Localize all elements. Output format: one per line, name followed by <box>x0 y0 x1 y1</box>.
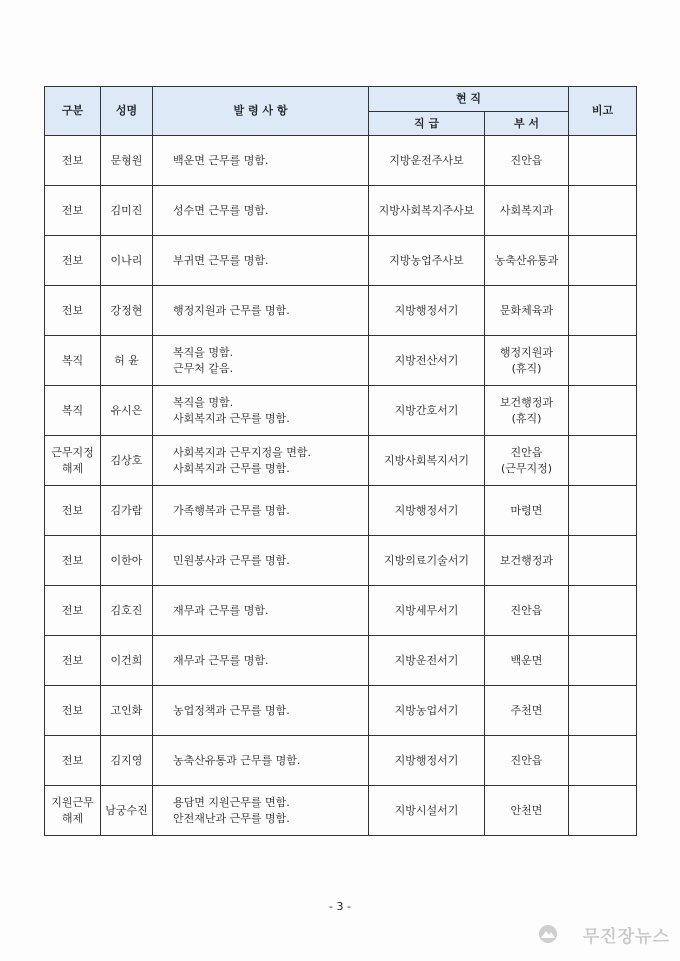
header-rank: 직 급 <box>369 112 485 136</box>
order-line: 농업정책과 근무를 명함. <box>173 703 290 717</box>
cell-note <box>569 286 637 336</box>
order-line: 사회복지과 근무를 명함. <box>173 461 290 475</box>
order-line: 부귀면 근무를 명함. <box>173 253 269 267</box>
dept-line: 진안읍 <box>510 445 543 459</box>
cell-order <box>153 686 369 736</box>
table-row <box>45 336 637 386</box>
category-line: 복직 <box>61 403 84 417</box>
cell-note <box>569 686 637 736</box>
cell-order <box>153 636 369 686</box>
category-line: 전보 <box>61 753 84 767</box>
cell-name: 김미진 <box>101 186 153 236</box>
cell-dept <box>485 536 569 586</box>
cell-order <box>153 186 369 236</box>
cell-order <box>153 736 369 786</box>
cell-category <box>45 286 101 336</box>
table-row <box>45 236 637 286</box>
cell-category <box>45 736 101 786</box>
cell-name: 강정현 <box>101 286 153 336</box>
cell-rank: 지방운전주사보 <box>369 136 485 186</box>
category-line: 전보 <box>61 203 84 217</box>
order-line: 재무과 근무를 명함. <box>173 603 269 617</box>
cell-note <box>569 586 637 636</box>
cell-name: 김호진 <box>101 586 153 636</box>
cell-note <box>569 636 637 686</box>
cell-note <box>569 786 637 836</box>
cell-rank: 지방사회복지서기 <box>369 436 485 486</box>
cell-order <box>153 386 369 436</box>
cell-dept <box>485 636 569 686</box>
cell-rank: 지방농업서기 <box>369 686 485 736</box>
table-row <box>45 486 637 536</box>
cell-dept <box>485 436 569 486</box>
personnel-order-table <box>44 86 637 836</box>
cell-rank: 지방시설서기 <box>369 786 485 836</box>
category-line: 전보 <box>61 703 84 717</box>
cell-name: 고인화 <box>101 686 153 736</box>
cell-order <box>153 486 369 536</box>
order-line: 농축산유통과 근무를 명함. <box>173 753 301 767</box>
dept-line: 진안읍 <box>510 603 543 617</box>
cell-note <box>569 736 637 786</box>
cell-dept <box>485 786 569 836</box>
dept-line: (휴직) <box>511 411 542 425</box>
cell-dept <box>485 586 569 636</box>
category-line: 전보 <box>61 303 84 317</box>
cell-rank: 지방행정서기 <box>369 486 485 536</box>
cell-category <box>45 686 101 736</box>
cell-name: 허 윤 <box>101 336 153 386</box>
cell-note <box>569 136 637 186</box>
order-line: 용담면 지원근무를 면함. <box>173 795 290 809</box>
cell-dept <box>485 286 569 336</box>
cell-rank: 지방행정서기 <box>369 286 485 336</box>
category-line: 전보 <box>61 653 84 667</box>
header-category: 구분 <box>45 87 101 136</box>
dept-line: 백운면 <box>510 653 543 667</box>
category-line: 해제 <box>61 461 84 475</box>
cell-note <box>569 436 637 486</box>
cell-category <box>45 486 101 536</box>
cell-dept <box>485 336 569 386</box>
dept-line: 주천면 <box>510 703 543 717</box>
header-note: 비고 <box>569 87 637 136</box>
watermark: 무진장뉴스 <box>582 927 670 947</box>
table-row <box>45 736 637 786</box>
cell-dept <box>485 136 569 186</box>
dept-line: 농축산유통과 <box>494 253 559 267</box>
cell-rank: 지방의료기술서기 <box>369 536 485 586</box>
cell-order <box>153 536 369 586</box>
cell-rank: 지방행정서기 <box>369 736 485 786</box>
category-line: 전보 <box>61 553 84 567</box>
order-line: 사회복지과 근무를 명함. <box>173 411 290 425</box>
cell-name: 김상호 <box>101 436 153 486</box>
cell-order <box>153 236 369 286</box>
order-line: 사회복지과 근무지정을 면함. <box>173 445 312 459</box>
cell-category <box>45 436 101 486</box>
table-row <box>45 686 637 736</box>
cell-category <box>45 386 101 436</box>
cell-name: 남궁수진 <box>101 786 153 836</box>
cell-note <box>569 536 637 586</box>
cell-rank: 지방농업주사보 <box>369 236 485 286</box>
cell-category <box>45 236 101 286</box>
cell-note <box>569 236 637 286</box>
cell-dept <box>485 686 569 736</box>
category-line: 전보 <box>61 503 84 517</box>
cell-note <box>569 336 637 386</box>
header-dept: 부 서 <box>485 112 569 136</box>
dept-line: 진안읍 <box>510 753 543 767</box>
table-row <box>45 386 637 436</box>
header-name: 성명 <box>101 87 153 136</box>
table-row <box>45 136 637 186</box>
table-row <box>45 586 637 636</box>
category-line: 근무지정 <box>51 445 94 459</box>
cell-dept <box>485 236 569 286</box>
cell-order <box>153 136 369 186</box>
table-body <box>45 136 637 836</box>
header-order: 발 령 사 항 <box>153 87 369 136</box>
table-row <box>45 286 637 336</box>
cell-order <box>153 336 369 386</box>
cell-name: 김지영 <box>101 736 153 786</box>
dept-line: 진안읍 <box>510 153 543 167</box>
watermark-logo-icon <box>537 924 559 944</box>
order-line: 백운면 근무를 명함. <box>173 153 269 167</box>
dept-line: 보건행정과 <box>499 553 554 567</box>
order-line: 복직을 명함. <box>173 345 234 359</box>
order-line: 복직을 명함. <box>173 395 234 409</box>
order-line: 안전재난과 근무를 명함. <box>173 811 290 825</box>
dept-line: 보건행정과 <box>499 395 554 409</box>
cell-rank: 지방사회복지주사보 <box>369 186 485 236</box>
cell-note <box>569 486 637 536</box>
page-number: - 3 - <box>329 900 351 913</box>
cell-order <box>153 436 369 486</box>
dept-line: (휴직) <box>511 361 542 375</box>
cell-dept <box>485 486 569 536</box>
table-row <box>45 636 637 686</box>
cell-note <box>569 186 637 236</box>
cell-dept <box>485 386 569 436</box>
header-current-position: 현 직 <box>369 87 569 112</box>
dept-line: 문화체육과 <box>499 303 554 317</box>
cell-dept <box>485 736 569 786</box>
dept-line: 안천면 <box>510 803 543 817</box>
cell-category <box>45 786 101 836</box>
table-row <box>45 436 637 486</box>
cell-category <box>45 336 101 386</box>
cell-name: 이한아 <box>101 536 153 586</box>
order-line: 근무처 같음. <box>173 361 234 375</box>
category-line: 전보 <box>61 153 84 167</box>
cell-name: 유시은 <box>101 386 153 436</box>
order-line: 행정지원과 근무를 명함. <box>173 303 290 317</box>
order-line: 가족행복과 근무를 명함. <box>173 503 290 517</box>
cell-name: 이나리 <box>101 236 153 286</box>
category-line: 전보 <box>61 253 84 267</box>
cell-name: 문형원 <box>101 136 153 186</box>
cell-category <box>45 136 101 186</box>
cell-note <box>569 386 637 436</box>
category-line: 전보 <box>61 603 84 617</box>
table-row <box>45 536 637 586</box>
category-line: 지원근무 <box>51 795 94 809</box>
dept-line: (근무지정) <box>500 461 553 475</box>
cell-dept <box>485 186 569 236</box>
table-row <box>45 186 637 236</box>
dept-line: 행정지원과 <box>499 345 554 359</box>
category-line: 해제 <box>61 811 84 825</box>
cell-category <box>45 186 101 236</box>
cell-rank: 지방세무서기 <box>369 586 485 636</box>
cell-category <box>45 586 101 636</box>
cell-name: 김가람 <box>101 486 153 536</box>
order-line: 성수면 근무를 명함. <box>173 203 269 217</box>
cell-category <box>45 536 101 586</box>
table-row <box>45 786 637 836</box>
order-line: 민원봉사과 근무를 명함. <box>173 553 290 567</box>
dept-line: 마령면 <box>510 503 543 517</box>
cell-name: 이건희 <box>101 636 153 686</box>
cell-order <box>153 286 369 336</box>
cell-order <box>153 586 369 636</box>
order-line: 재무과 근무를 명함. <box>173 653 269 667</box>
cell-rank: 지방운전서기 <box>369 636 485 686</box>
cell-category <box>45 636 101 686</box>
cell-rank: 지방간호서기 <box>369 386 485 436</box>
category-line: 복직 <box>61 353 84 367</box>
dept-line: 사회복지과 <box>499 203 554 217</box>
cell-order <box>153 786 369 836</box>
cell-rank: 지방전산서기 <box>369 336 485 386</box>
